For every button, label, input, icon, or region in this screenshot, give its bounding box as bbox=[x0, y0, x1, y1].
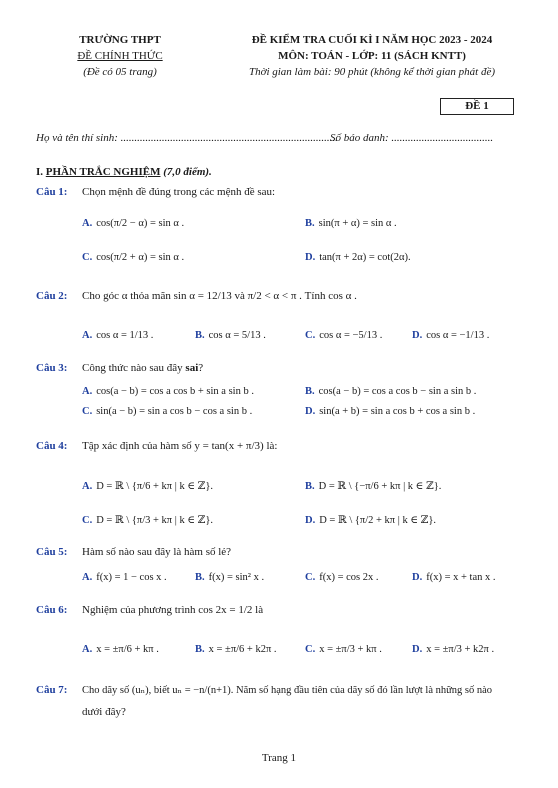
option-b: B. cos(a − b) = cos a cos b − sin a sin b . bbox=[305, 386, 477, 397]
option-a: A. f(x) = 1 − cos x . bbox=[82, 572, 167, 583]
question-label: Câu 6: bbox=[36, 604, 68, 616]
section-points: (7,0 điểm). bbox=[163, 166, 212, 178]
question-label: Câu 4: bbox=[36, 440, 68, 452]
option-d: D. D = ℝ \ {π/2 + kπ | k ∈ ℤ}. bbox=[305, 515, 437, 526]
option-d: D. f(x) = x + tan x . bbox=[412, 572, 496, 583]
option-d: D. x = ±π/3 + k2π . bbox=[412, 644, 495, 655]
question-label: Câu 7: bbox=[36, 684, 68, 696]
pages-note: (Đề có 05 trang) bbox=[83, 66, 157, 78]
option-b: B. x = ±π/6 + k2π . bbox=[195, 644, 277, 655]
question-1 bbox=[36, 186, 67, 198]
option-a: A. D = ℝ \ {π/6 + kπ | k ∈ ℤ}. bbox=[82, 481, 214, 492]
option-c: C. f(x) = cos 2x . bbox=[305, 572, 379, 583]
question-3 bbox=[36, 362, 67, 374]
section-title bbox=[36, 166, 212, 178]
section-number: I. bbox=[36, 166, 44, 178]
option-a: A. x = ±π/6 + kπ . bbox=[82, 644, 159, 655]
time-line: Thời gian làm bài: 90 phút (không kể thời gian phát đề) bbox=[248, 66, 496, 78]
question-text-cont: dưới đây? bbox=[82, 706, 126, 718]
subject-line: MÔN: TOÁN - LỚP: 11 (SÁCH KNTT) bbox=[278, 50, 466, 62]
page-number: Trang 1 bbox=[261, 752, 297, 764]
option-d: D. tan(π + 2α) = cot(2α). bbox=[305, 252, 411, 263]
question-label: Câu 1: bbox=[36, 186, 68, 198]
option-c: C. D = ℝ \ {π/3 + kπ | k ∈ ℤ}. bbox=[82, 515, 214, 526]
question-label: Câu 2: bbox=[36, 290, 68, 302]
student-name-field: Họ và tên thí sinh: ............................................................................... bbox=[36, 132, 338, 144]
question-label: Câu 5: bbox=[36, 546, 68, 558]
option-a: A. cos(a − b) = cos a cos b + sin a sin b . bbox=[82, 386, 254, 397]
option-c: C. cos(π/2 + α) = sin α . bbox=[82, 252, 185, 263]
question-text: Công thức nào sau đây sai? bbox=[82, 362, 204, 374]
option-b: B. D = ℝ \ {−π/6 + kπ | k ∈ ℤ}. bbox=[305, 481, 442, 492]
option-a: A. cos α = 1/13 . bbox=[82, 330, 154, 341]
option-d: D. sin(a + b) = sin a cos b + cos a sin b . bbox=[305, 406, 476, 417]
option-c: C. sin(a − b) = sin a cos b − cos a sin b . bbox=[82, 406, 253, 417]
option-b: B. f(x) = sin² x . bbox=[195, 572, 265, 583]
option-d: D. cos α = −1/13 . bbox=[412, 330, 490, 341]
student-id-field: Số báo danh: ..................................... bbox=[330, 132, 494, 144]
question-6 bbox=[36, 604, 67, 616]
question-text: Chọn mệnh đề đúng trong các mệnh đề sau: bbox=[82, 186, 276, 198]
option-c: C. cos α = −5/13 . bbox=[305, 330, 383, 341]
exam-code-box: ĐỀ 1 bbox=[440, 98, 514, 115]
question-text: Nghiệm của phương trình cos 2x = 1/2 là bbox=[82, 604, 264, 616]
option-c: C. x = ±π/3 + kπ . bbox=[305, 644, 382, 655]
question-text: Cho dãy số (uₙ), biết uₙ = −n/(n+1). Năm số hạng đầu tiên của dãy số đó lần lượt là những số nào bbox=[82, 685, 493, 696]
question-text: Tập xác định của hàm số y = tan(x + π/3) là: bbox=[82, 440, 278, 452]
option-b: B. cos α = 5/13 . bbox=[195, 330, 266, 341]
question-2 bbox=[36, 290, 67, 302]
exam-title: ĐỀ KIỂM TRA CUỐI KÌ I NĂM HỌC 2023 - 2024 bbox=[251, 34, 493, 46]
option-b: B. sin(π + α) = sin α . bbox=[305, 218, 397, 229]
option-a: A. cos(π/2 − α) = sin α . bbox=[82, 218, 185, 229]
question-text: Cho góc α thỏa mãn sin α = 12/13 và π/2 < α < π . Tính cos α . bbox=[82, 290, 357, 302]
question-4 bbox=[36, 440, 67, 452]
question-5 bbox=[36, 546, 67, 558]
school-name: TRƯỜNG THPT bbox=[79, 34, 161, 46]
question-text: Hàm số nào sau đây là hàm số lẻ? bbox=[82, 546, 232, 558]
question-label: Câu 3: bbox=[36, 362, 68, 374]
section-name: PHẦN TRẮC NGHIỆM bbox=[45, 166, 161, 178]
question-7 bbox=[36, 684, 67, 696]
official-label: ĐỀ CHÍNH THỨC bbox=[77, 50, 163, 62]
